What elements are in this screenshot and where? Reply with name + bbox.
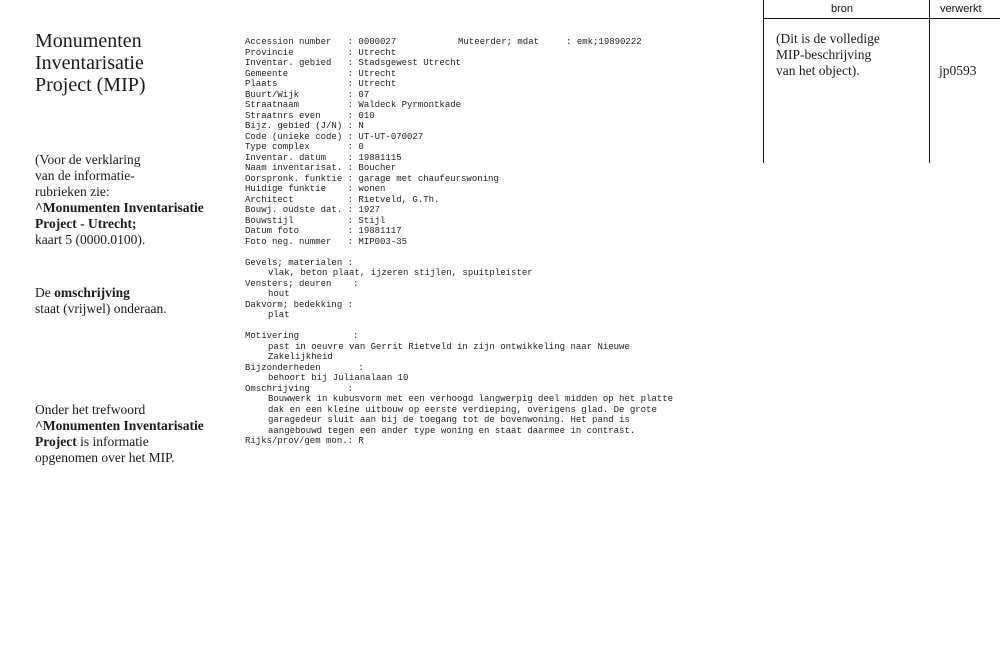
- note1-bold-line: [35, 216, 245, 232]
- record-field: Inventar. gebied : Stadsgewest Utrecht: [245, 58, 462, 68]
- omschrijving-line: dak en een kleine uitbouw op eerste verdieping, overigens glad. De grote: [268, 404, 657, 415]
- note1-bold-text: ^Monumenten Inventarisatie: [35, 200, 204, 215]
- mip-record: [245, 37, 673, 447]
- omschrijving-line: garagedeur sluit aan bij de toegang tot de bovenwoning. Het pand is: [268, 415, 630, 425]
- record-field: Datum foto : 19881117: [245, 226, 402, 236]
- note2-bold-text: omschrijving: [54, 285, 130, 300]
- title-line-2: Inventarisatie: [35, 52, 144, 74]
- record-field: Foto neg. nummer : MIP003-35: [245, 236, 408, 247]
- record-gap: [245, 321, 673, 332]
- record-field: Accession number : 0000027: [245, 37, 397, 47]
- record-gap: [245, 247, 673, 258]
- note1-line: van de informatie-: [35, 168, 135, 183]
- note3-line: opgenomen over het MIP.: [35, 450, 175, 465]
- record-field: Naam inventarisat. : Boucher: [245, 163, 397, 173]
- vensters-value: hout: [268, 289, 290, 299]
- record-field: Provincie : Utrecht: [245, 47, 397, 58]
- dakvorm-value: plat: [268, 310, 290, 320]
- explanation-note: [35, 152, 245, 248]
- rijks-field: Rijks/prov/gem mon.: R: [245, 436, 364, 446]
- note3-bold-text: Project: [35, 434, 77, 449]
- record-field: Straatnrs even : 010: [245, 110, 375, 121]
- record-field: Architect : Rietveld, G.Th.: [245, 194, 440, 205]
- record-field: Bouwstijl : Stijl: [245, 215, 386, 226]
- mutator-field: Muteerder; mdat : emk;19890222: [458, 37, 642, 47]
- record-field: Type complex : 0: [245, 142, 364, 152]
- bron-line: van het object).: [776, 63, 860, 78]
- keyword-note: [35, 402, 245, 466]
- record-field: Bijz. gebied (J/N) : N: [245, 121, 364, 131]
- note3-bold-line: [35, 418, 245, 434]
- omschrijving-label: Omschrijving :: [245, 383, 354, 394]
- note1-bold-line: [35, 200, 245, 216]
- title-line-3: Project (MIP): [35, 74, 146, 96]
- verwerkt-reference: jp0593: [939, 63, 977, 78]
- page-title: [35, 30, 235, 96]
- note3-bold-text: ^Monumenten Inventarisatie: [35, 418, 204, 433]
- record-field: Huidige funktie : wonen: [245, 184, 386, 194]
- note1-line: rubrieken zie:: [35, 184, 110, 199]
- record-field: Gemeente : Utrecht: [245, 68, 397, 79]
- note3-rest: is informatie: [76, 434, 149, 449]
- source-box: [763, 0, 1000, 163]
- title-line-1: Monumenten: [35, 30, 142, 52]
- bron-line: (Dit is de volledige: [776, 31, 880, 46]
- bron-header: bron: [831, 3, 854, 15]
- note3-line: Onder het trefwoord: [35, 402, 146, 417]
- note1-line: (Voor de verklaring: [35, 152, 141, 167]
- note1-line: kaart 5 (0000.0100).: [35, 232, 146, 247]
- omschrijving-line: Bouwwerk in kubusvorm met een verhoogd langwerpig deel midden op het platte: [268, 394, 674, 404]
- bron-text: [776, 31, 880, 79]
- vensters-label: Vensters; deuren :: [245, 278, 359, 289]
- record-field: Bouwj. oudste dat. : 1927: [245, 205, 381, 215]
- motivering-line: past in oeuvre van Gerrit Rietveld in zijn ontwikkeling naar Nieuwe: [268, 341, 630, 352]
- note2-line: staat (vrijwel) onderaan.: [35, 301, 167, 316]
- gevels-label: Gevels; materialen :: [245, 257, 354, 268]
- note2-prefix: De: [35, 285, 55, 300]
- gevels-value: vlak, beton plaat, ijzeren stijlen, spuitpleister: [268, 268, 533, 278]
- bijzonderheden-label: Bijzonderheden :: [245, 362, 364, 373]
- bron-line: MIP-beschrijving: [776, 47, 872, 62]
- description-note: [35, 285, 245, 317]
- dakvorm-label: Dakvorm; bedekking :: [245, 299, 354, 310]
- omschrijving-line: aangebouwd tegen een ander type woning en staat daarmee in contrast.: [268, 425, 636, 436]
- record-field: Buurt/Wijk : 07: [245, 89, 370, 100]
- note3-line: [35, 434, 245, 450]
- bijzonderheden-value: behoort bij Julianalaan 10: [268, 373, 409, 383]
- box-left-border: [763, 0, 764, 163]
- record-field: Code (unieke code) : UT-UT-070027: [245, 131, 424, 142]
- note1-bold-text: Project - Utrecht;: [35, 216, 137, 231]
- left-column: [35, 30, 235, 465]
- record-field: Plaats : Utrecht: [245, 79, 397, 89]
- header-underline: [763, 18, 1000, 19]
- record-field: Inventar. datum : 19881115: [245, 152, 402, 163]
- box-divider: [929, 0, 930, 163]
- motivering-label: Motivering :: [245, 331, 359, 341]
- motivering-line: Zakelijkheid: [268, 352, 333, 362]
- record-field: Straatnaam : Waldeck Pyrmontkade: [245, 100, 462, 110]
- record-field: Oorspronk. funktie : garage met chaufeurswoning: [245, 173, 499, 184]
- note2-line: [35, 285, 245, 301]
- verwerkt-header: verwerkt: [940, 3, 982, 15]
